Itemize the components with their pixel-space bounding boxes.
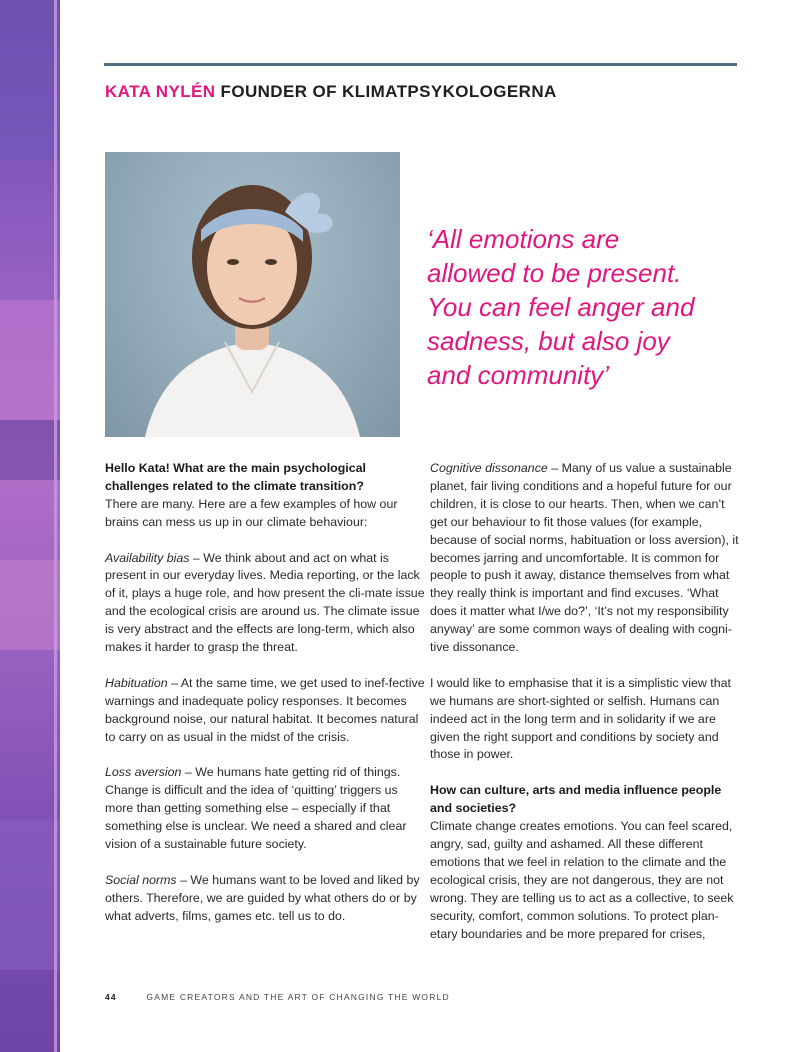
paragraph-habituation: – At the same time, we get used to inef-fective warnings and inadequate policy responses. It becomes background noise, our natural habitat. It becomes natural to carry on as usual in the midst of the crisis. <box>105 675 425 744</box>
page-footer <box>105 992 450 1002</box>
interview-question: Hello Kata! What are the main psychological challenges related to the climate transition? <box>105 461 366 493</box>
pull-quote <box>427 222 727 392</box>
interview-question: How can culture, arts and media influence people and societies? <box>430 783 722 816</box>
portrait-photo <box>105 152 400 437</box>
term-habituation: Habituation <box>105 675 168 690</box>
article-heading <box>105 82 557 102</box>
paragraph-emphasis: I would like to emphasise that it is a simplistic view that we humans are short-sighted or selfish. Humans can indeed act in the long term and in solidarity if we are given the right support and conditions by society and those in power. <box>430 675 731 762</box>
term-availability-bias: Availability bias <box>105 550 190 565</box>
decorative-side-illustration <box>0 0 60 1052</box>
term-loss-aversion: Loss aversion <box>105 765 182 780</box>
paragraph-social-norms: – We humans want to be loved and liked by others. Therefore, we are guided by what others do or by what adverts, films, games etc. tell us to do. <box>105 872 420 923</box>
paragraph-answer: Climate change creates emotions. You can feel scared, angry, sad, guilty and ashamed. All these different emotions that we feel in relation to the climate and the ecological crisis, they are not dangerous, they are not wrong. They are telling us to act as a collective, to seek security, comfort, common solutions. To protect plan-etary boundaries and be more prepared for crises, <box>430 819 734 941</box>
right-text-column <box>430 460 740 961</box>
term-cognitive-dissonance: Cognitive dissonance <box>430 461 548 475</box>
interviewee-name: KATA NYLÉN <box>105 82 216 101</box>
pull-quote-line: ‘All emotions are <box>427 224 620 254</box>
interviewee-role: FOUNDER OF KLIMATPSYKOLOGERNA <box>220 82 557 101</box>
left-text-column <box>105 460 425 943</box>
running-title: GAME CREATORS AND THE ART OF CHANGING THE WORLD <box>146 992 450 1002</box>
answer-intro: There are many. Here are a few examples of how our brains can mess us up in our climate behaviour: <box>105 496 398 529</box>
pull-quote-line: You can feel anger and <box>427 292 695 322</box>
top-rule <box>104 63 737 66</box>
paragraph-loss-aversion: – We humans hate getting rid of things. Change is difficult and the idea of ‘quitting’ triggers us more than getting something else – especially if that something else is unclear. We need a shared and clear vision of a sustainable future society. <box>105 765 407 851</box>
page-number: 44 <box>105 992 117 1002</box>
paragraph-cognitive-dissonance: – Many of us value a sustainable planet, fair living conditions and a hopeful future for our children, it is close to our hearts. Then, when we can’t get our behaviour to fit those values (for example, because of social norms, habituation or loss aversion), it becomes jarring and uncomfortable. It is common for people to push it away, distance themselves from what they really think is important and find excuses. ‘What does it matter what I/we do?’, ‘It’s not my responsibility anyway’ are some common ways of dealing with cogni-tive dissonance. <box>430 461 739 655</box>
paragraph-availability-bias: – We think about and act on what is present in our everyday lives. Media reporting, or the lack of it, plays a huge role, and how present the cli-mate issue and the ecological crisis are around us. The climate issue is very abstract and the effects are long-term, which also makes it harder to grasp the threat. <box>105 550 425 655</box>
pull-quote-line: sadness, but also joy <box>427 326 670 356</box>
term-social-norms: Social norms <box>105 872 177 887</box>
pull-quote-line: allowed to be present. <box>427 258 682 288</box>
pull-quote-line: and community’ <box>427 360 610 390</box>
